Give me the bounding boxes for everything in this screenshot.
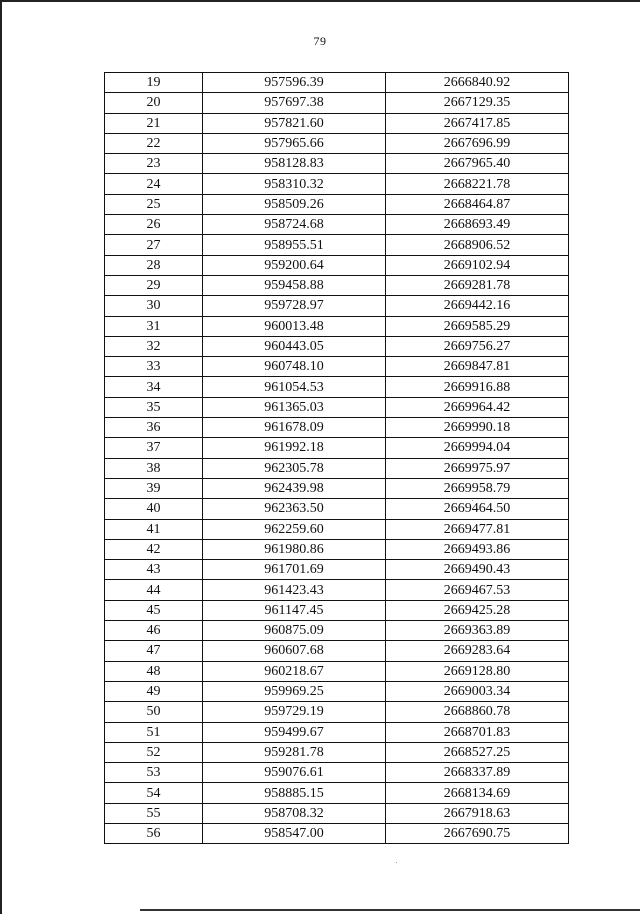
- point-number-cell: 37: [105, 438, 203, 458]
- point-number-cell: 52: [105, 742, 203, 762]
- x-coordinate-cell: 957697.38: [203, 93, 386, 113]
- table-row: [105, 154, 569, 174]
- table-row: [105, 621, 569, 641]
- x-coordinate-cell: 961365.03: [203, 397, 386, 417]
- x-coordinate-cell: 957965.66: [203, 133, 386, 153]
- table-row: [105, 641, 569, 661]
- x-coordinate-cell: 958885.15: [203, 783, 386, 803]
- y-coordinate-cell: 2668337.89: [386, 763, 569, 783]
- table-row: [105, 377, 569, 397]
- point-number-cell: 29: [105, 275, 203, 295]
- table-row: [105, 215, 569, 235]
- table-row: [105, 600, 569, 620]
- x-coordinate-cell: 961992.18: [203, 438, 386, 458]
- point-number-cell: 22: [105, 133, 203, 153]
- coordinate-table: [104, 72, 569, 844]
- table-row: [105, 174, 569, 194]
- x-coordinate-cell: 960218.67: [203, 661, 386, 681]
- y-coordinate-cell: 2667696.99: [386, 133, 569, 153]
- point-number-cell: 41: [105, 519, 203, 539]
- y-coordinate-cell: 2669128.80: [386, 661, 569, 681]
- table-row: [105, 93, 569, 113]
- x-coordinate-cell: 957821.60: [203, 113, 386, 133]
- point-number-cell: 26: [105, 215, 203, 235]
- table-row: [105, 803, 569, 823]
- table-row: [105, 722, 569, 742]
- x-coordinate-cell: 959728.97: [203, 296, 386, 316]
- page-number: 79: [313, 34, 327, 48]
- x-coordinate-cell: 959281.78: [203, 742, 386, 762]
- y-coordinate-cell: 2667690.75: [386, 823, 569, 843]
- y-coordinate-cell: 2669493.86: [386, 539, 569, 559]
- y-coordinate-cell: 2669442.16: [386, 296, 569, 316]
- point-number-cell: 47: [105, 641, 203, 661]
- x-coordinate-cell: 958310.32: [203, 174, 386, 194]
- table-row: [105, 397, 569, 417]
- x-coordinate-cell: 959729.19: [203, 702, 386, 722]
- table-row: [105, 235, 569, 255]
- point-number-cell: 31: [105, 316, 203, 336]
- x-coordinate-cell: 960607.68: [203, 641, 386, 661]
- scan-speck: [472, 500, 473, 501]
- x-coordinate-cell: 961147.45: [203, 600, 386, 620]
- y-coordinate-cell: 2669994.04: [386, 438, 569, 458]
- table-row: [105, 539, 569, 559]
- x-coordinate-cell: 958547.00: [203, 823, 386, 843]
- x-coordinate-cell: 961980.86: [203, 539, 386, 559]
- y-coordinate-cell: 2668221.78: [386, 174, 569, 194]
- y-coordinate-cell: 2668906.52: [386, 235, 569, 255]
- y-coordinate-cell: 2667965.40: [386, 154, 569, 174]
- point-number-cell: 42: [105, 539, 203, 559]
- x-coordinate-cell: 960013.48: [203, 316, 386, 336]
- table-row: [105, 113, 569, 133]
- point-number-cell: 56: [105, 823, 203, 843]
- x-coordinate-cell: 959076.61: [203, 763, 386, 783]
- point-number-cell: 50: [105, 702, 203, 722]
- y-coordinate-cell: 2669958.79: [386, 478, 569, 498]
- point-number-cell: 30: [105, 296, 203, 316]
- x-coordinate-cell: 960748.10: [203, 357, 386, 377]
- table-row: [105, 519, 569, 539]
- table-row: [105, 73, 569, 93]
- x-coordinate-cell: 962363.50: [203, 499, 386, 519]
- y-coordinate-cell: 2666840.92: [386, 73, 569, 93]
- coordinate-table-body: [105, 73, 569, 844]
- table-row: [105, 438, 569, 458]
- point-number-cell: 19: [105, 73, 203, 93]
- scan-border-bottom: [140, 909, 640, 911]
- table-row: [105, 336, 569, 356]
- point-number-cell: 27: [105, 235, 203, 255]
- point-number-cell: 46: [105, 621, 203, 641]
- point-number-cell: 49: [105, 681, 203, 701]
- point-number-cell: 45: [105, 600, 203, 620]
- table-row: [105, 194, 569, 214]
- table-row: [105, 661, 569, 681]
- y-coordinate-cell: 2669585.29: [386, 316, 569, 336]
- y-coordinate-cell: 2669102.94: [386, 255, 569, 275]
- point-number-cell: 39: [105, 478, 203, 498]
- table-row: [105, 823, 569, 843]
- point-number-cell: 28: [105, 255, 203, 275]
- y-coordinate-cell: 2668134.69: [386, 783, 569, 803]
- x-coordinate-cell: 957596.39: [203, 73, 386, 93]
- y-coordinate-cell: 2668860.78: [386, 702, 569, 722]
- point-number-cell: 20: [105, 93, 203, 113]
- y-coordinate-cell: 2669964.42: [386, 397, 569, 417]
- table-row: [105, 499, 569, 519]
- scan-border-top: [0, 0, 640, 2]
- point-number-cell: 55: [105, 803, 203, 823]
- table-row: [105, 681, 569, 701]
- point-number-cell: 53: [105, 763, 203, 783]
- x-coordinate-cell: 958509.26: [203, 194, 386, 214]
- y-coordinate-cell: 2669363.89: [386, 621, 569, 641]
- x-coordinate-cell: 958955.51: [203, 235, 386, 255]
- point-number-cell: 54: [105, 783, 203, 803]
- point-number-cell: 43: [105, 560, 203, 580]
- table-row: [105, 763, 569, 783]
- table-row: [105, 357, 569, 377]
- y-coordinate-cell: 2669467.53: [386, 580, 569, 600]
- point-number-cell: 44: [105, 580, 203, 600]
- point-number-cell: 40: [105, 499, 203, 519]
- y-coordinate-cell: 2669916.88: [386, 377, 569, 397]
- y-coordinate-cell: 2669281.78: [386, 275, 569, 295]
- x-coordinate-cell: 959499.67: [203, 722, 386, 742]
- table-row: [105, 742, 569, 762]
- y-coordinate-cell: 2668527.25: [386, 742, 569, 762]
- y-coordinate-cell: 2668693.49: [386, 215, 569, 235]
- y-coordinate-cell: 2669975.97: [386, 458, 569, 478]
- point-number-cell: 51: [105, 722, 203, 742]
- point-number-cell: 24: [105, 174, 203, 194]
- point-number-cell: 23: [105, 154, 203, 174]
- y-coordinate-cell: 2668464.87: [386, 194, 569, 214]
- y-coordinate-cell: 2669847.81: [386, 357, 569, 377]
- x-coordinate-cell: 962305.78: [203, 458, 386, 478]
- y-coordinate-cell: 2667129.35: [386, 93, 569, 113]
- table-row: [105, 783, 569, 803]
- x-coordinate-cell: 960875.09: [203, 621, 386, 641]
- y-coordinate-cell: 2669003.34: [386, 681, 569, 701]
- point-number-cell: 48: [105, 661, 203, 681]
- y-coordinate-cell: 2667918.63: [386, 803, 569, 823]
- scan-border-left: [0, 0, 2, 914]
- y-coordinate-cell: 2669425.28: [386, 600, 569, 620]
- table-row: [105, 316, 569, 336]
- table-row: [105, 275, 569, 295]
- x-coordinate-cell: 958708.32: [203, 803, 386, 823]
- table-row: [105, 458, 569, 478]
- y-coordinate-cell: 2669756.27: [386, 336, 569, 356]
- x-coordinate-cell: 958724.68: [203, 215, 386, 235]
- table-row: [105, 702, 569, 722]
- y-coordinate-cell: 2669464.50: [386, 499, 569, 519]
- x-coordinate-cell: 962439.98: [203, 478, 386, 498]
- x-coordinate-cell: 958128.83: [203, 154, 386, 174]
- point-number-cell: 21: [105, 113, 203, 133]
- table-row: [105, 296, 569, 316]
- table-row: [105, 133, 569, 153]
- point-number-cell: 38: [105, 458, 203, 478]
- point-number-cell: 36: [105, 418, 203, 438]
- x-coordinate-cell: 961054.53: [203, 377, 386, 397]
- y-coordinate-cell: 2667417.85: [386, 113, 569, 133]
- scan-speck: [396, 862, 397, 863]
- y-coordinate-cell: 2669490.43: [386, 560, 569, 580]
- point-number-cell: 33: [105, 357, 203, 377]
- y-coordinate-cell: 2668701.83: [386, 722, 569, 742]
- x-coordinate-cell: 961423.43: [203, 580, 386, 600]
- table-row: [105, 560, 569, 580]
- x-coordinate-cell: 960443.05: [203, 336, 386, 356]
- point-number-cell: 25: [105, 194, 203, 214]
- point-number-cell: 35: [105, 397, 203, 417]
- table-row: [105, 580, 569, 600]
- x-coordinate-cell: 962259.60: [203, 519, 386, 539]
- x-coordinate-cell: 959200.64: [203, 255, 386, 275]
- y-coordinate-cell: 2669477.81: [386, 519, 569, 539]
- x-coordinate-cell: 959458.88: [203, 275, 386, 295]
- table-row: [105, 418, 569, 438]
- x-coordinate-cell: 961678.09: [203, 418, 386, 438]
- x-coordinate-cell: 959969.25: [203, 681, 386, 701]
- x-coordinate-cell: 961701.69: [203, 560, 386, 580]
- table-row: [105, 255, 569, 275]
- point-number-cell: 34: [105, 377, 203, 397]
- y-coordinate-cell: 2669283.64: [386, 641, 569, 661]
- point-number-cell: 32: [105, 336, 203, 356]
- table-row: [105, 478, 569, 498]
- y-coordinate-cell: 2669990.18: [386, 418, 569, 438]
